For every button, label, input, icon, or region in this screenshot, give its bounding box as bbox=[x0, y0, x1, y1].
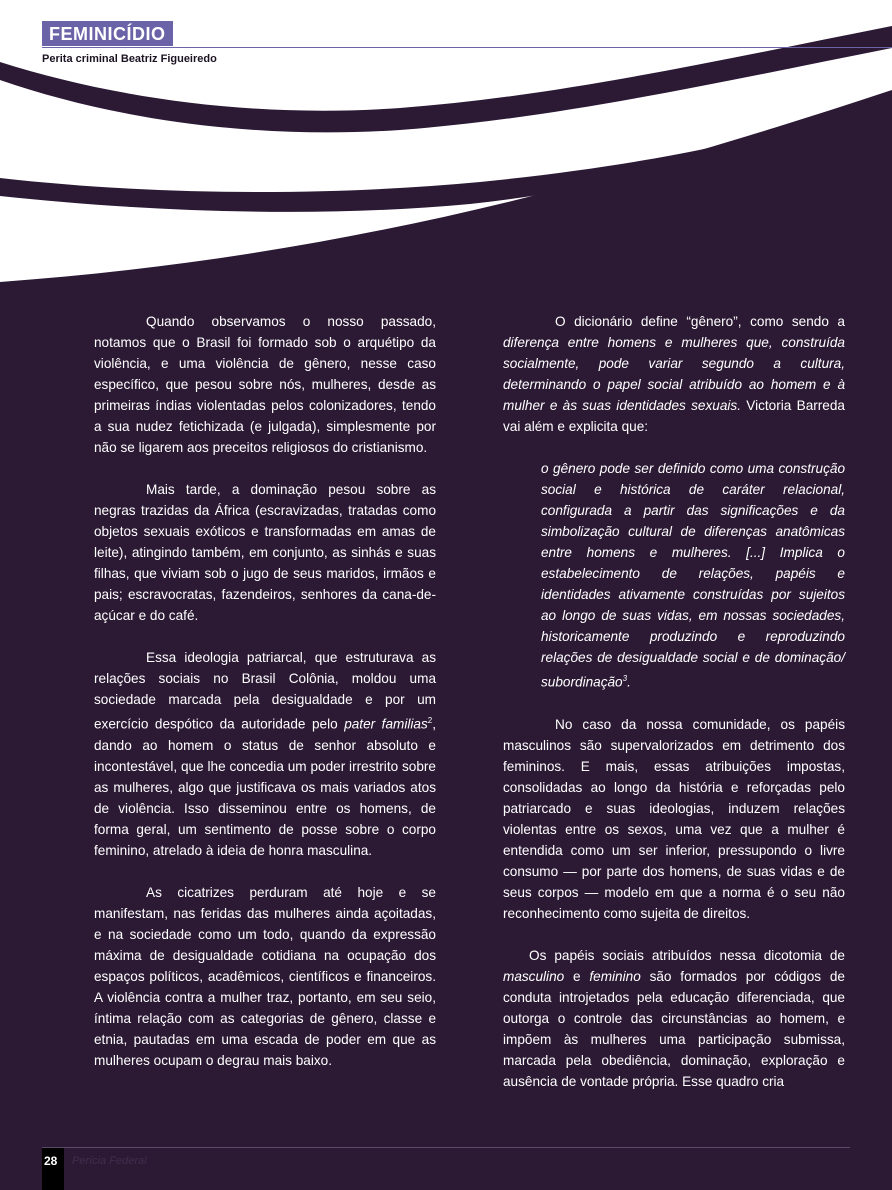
block-quote bbox=[541, 458, 845, 693]
right-paragraph-1-start: O dicionário define “gênero”, como sendo a bbox=[555, 314, 845, 329]
left-text-column bbox=[94, 311, 436, 1092]
right-paragraph-3 bbox=[503, 945, 845, 1092]
author-byline: Perita criminal Beatriz Figueiredo bbox=[42, 53, 217, 65]
footnote-ref-3: 3 bbox=[622, 674, 628, 683]
right-text-column bbox=[503, 311, 845, 1113]
section-tag: FEMINICÍDIO bbox=[42, 21, 173, 46]
left-paragraph-4: As cicatrizes perduram até hoje e se manifestam, nas feridas das mulheres ainda açoitadas, e na sociedade como um todo, quando da expressão máxima de desigualdade cotidiana na ocupação dos espaços políticos, acadêmicos, científicos e financeiros. A violência contra a mulher traz, portanto, em seu seio, íntima relação com as categorias de gênero, classe e etnia, pautadas em uma escada de poder em que as mulheres ocupam o degrau mais baixo. bbox=[94, 884, 436, 1068]
magazine-name: Perícia Federal bbox=[72, 1155, 147, 1167]
footnote-ref-2: 2 bbox=[427, 716, 433, 725]
right-paragraph-3-start: Os papéis sociais atribuídos nessa dicotomia de bbox=[529, 947, 845, 963]
left-paragraph-3-end: , dando ao homem o status de senhor absoluto e incontestável, que lhe concedia um poder irrestrito sobre as mulheres, algo que justificava os mais variados atos de violência. Isso disseminou entre os homens, de forma geral, um sentimento de posse sobre o corpo feminino, atrelado à ideia de honra masculina. bbox=[94, 716, 436, 858]
right-paragraph-3-end: são formados por códigos de conduta introjetados pela educação diferenciada, que outorga o controle das circunstâncias ao homem, e impõem às mulheres uma participação submissa, marcada pela obediência, dominação, exploração e ausência de vontade própria. Esse quadro cria bbox=[503, 968, 845, 1089]
masculino-term: masculino bbox=[503, 968, 565, 984]
left-paragraph-3 bbox=[94, 647, 436, 861]
gender-definition: diferença entre homens e mulheres que, construída socialmente, pode variar segundo a cultura, determinando o papel social atribuído ao homem e à mulher e às suas identidades sexuais. bbox=[503, 335, 845, 413]
right-paragraph-3-mid: e bbox=[564, 968, 590, 984]
feminino-term: feminino bbox=[589, 968, 641, 984]
right-paragraph-2: No caso da nossa comunidade, os papéis masculinos são supervalorizados em detrimento dos femininos. E mais, essas atribuições impostas, consolidadas ao longo da história e reforçadas pelo patriarcado e suas ideologias, induzem relações violentas entre os sexos, uma vez que a mulher é entendida como um ser inferior, pressupondo o livre consumo — por parte dos homens, de suas vidas e de seus corpos — modelo em que a norma é o seu não reconhecimento como sujeita de direitos. bbox=[503, 716, 845, 921]
left-paragraph-3-start: Essa ideologia patriarcal, que estruturava as relações sociais no Brasil Colônia, moldou uma sociedade marcada pela desigualdade e por um exercício despótico da autoridade pelo bbox=[94, 650, 436, 732]
page-number: 28 bbox=[44, 1154, 58, 1168]
right-paragraph-1-end: Victoria Barreda vai além e explicita que: bbox=[503, 398, 845, 434]
right-paragraph-1 bbox=[503, 311, 845, 437]
footer-rule bbox=[42, 1147, 850, 1148]
block-quote-end: . bbox=[627, 674, 631, 690]
left-paragraph-1: Quando observamos o nosso passado, notamos que o Brasil foi formado sob o arquétipo da violência, e uma violência de gênero, nesse caso específico, que pesou sobre nós, mulheres, desde as primeiras índias violentadas pelos colonizadores, tendo a sua nudez fetichizada (e julgada), simplesmente por não se ligarem aos preceitos religiosos do cristianismo. bbox=[94, 314, 436, 455]
header-rule bbox=[42, 47, 892, 48]
pater-familias-term: pater familias bbox=[344, 716, 428, 732]
left-paragraph-2: Mais tarde, a dominação pesou sobre as negras trazidas da África (escravizadas, tratadas como objetos sexuais exóticos e transformadas em amas de leite), atingindo também, em conjunto, as sinhás e suas filhas, que viviam sob o jugo de seus maridos, irmãos e pais; escravocratas, fazendeiros, senhores da cana-de-açúcar e do café. bbox=[94, 482, 436, 623]
block-quote-text: o gênero pode ser definido como uma construção social e histórica de caráter relacional, configurada a partir das significações e da simbolização cultural de diferenças anatômicas entre homens e mulheres. [...] Implica o estabelecimento de relações, papéis e identidades ativamente construídas por sujeitos ao longo de suas vidas, em nossas sociedades, historicamente produzindo e reproduzindo relações de desigualdade social e de dominação/ subordinação bbox=[541, 461, 845, 690]
